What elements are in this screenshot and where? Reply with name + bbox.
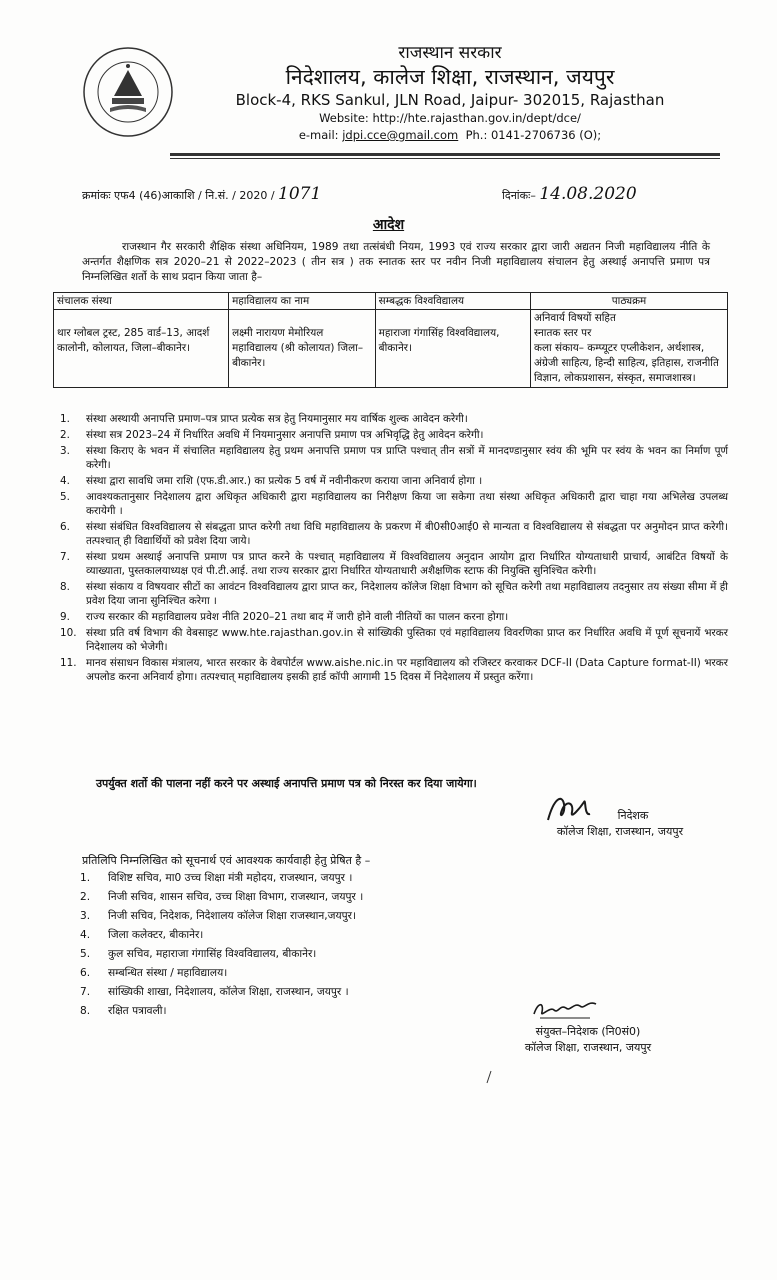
email-link[interactable]: jdpi.cce@gmail.com [342, 128, 459, 142]
date-block [502, 184, 637, 204]
list-item: 7. संस्था प्रथम अस्थाई अनापत्ति प्रमाण पत्र प्राप्त करने के पश्चात् महाविद्यालय में विश्वविद्यालय अनुदान आयोग द्वारा निर्धारित योग्यताधारी प्राचार्य, आबंटित विषयों के व्याख्याता, पुस्तकालयाध्यक्ष एवं पी.टी.आई. तथा राज्य सरकार द्वारा निर्धारित योग्यताधारी अशैक्षणिक स्टाफ की नियुक्ति सुनिश्चित करेगी। [60, 551, 728, 577]
table-header: पाठ्यक्रम [531, 293, 728, 310]
table-header: महाविद्यालय का नाम [229, 293, 376, 310]
list-item: 7. सांख्यिकी शाखा, निदेशालय, कॉलेज शिक्षा, राजस्थान, जयपुर । [80, 986, 349, 998]
copy-to-list [80, 869, 500, 1021]
list-item: 1. संस्था अस्थायी अनापत्ति प्रमाण–पत्र प्राप्त प्रत्येक सत्र हेतु नियमानुसार मय वार्षिक शुल्क आवेदन करेगी। [60, 413, 468, 425]
warning-text: उपर्युक्त शर्तो की पालना नहीं करने पर अस्थाई अनापत्ति प्रमाण पत्र को निरस्त कर दिया जायेगा। [96, 777, 477, 790]
list-item: 4. जिला कलेक्टर, बीकानेर। [80, 929, 204, 941]
date-label: दिनांकः– [502, 189, 536, 202]
intro-paragraph: राजस्थान गैर सरकारी शैक्षिक संस्था अधिनियम, 1989 तथा तत्संबंधी नियम, 1993 एवं राज्य सरकार द्वारा जारी अद्यतन निजी महाविद्यालय नीति के अन्तर्गत शैक्षणिक सत्र 2020–21 से 2022–2023 ( तीन सत्र ) तक स्नातक स्तर पर नवीन निजी महाविद्यालय संचालन हेतु अस्थाई अनापत्ति प्रमाण पत्र निम्नलिखित शर्तो के साथ प्रदान किया जाता है– [82, 241, 710, 283]
list-item: 1. विशिष्ट सचिव, मा0 उच्च शिक्षा मंत्री महोदय, राजस्थान, जयपुर । [80, 872, 353, 884]
department-logo [82, 46, 174, 138]
signatory-office: कॉलेज शिक्षा, राजस्थान, जयपुर [556, 825, 684, 838]
college-table [53, 292, 728, 388]
phone: Ph.: 0141-2706736 (O); [465, 128, 602, 142]
website-line [180, 110, 720, 127]
conditions-list [60, 412, 728, 686]
handwritten-date: 14.08.2020 [539, 184, 637, 204]
email-label: e-mail: [298, 128, 339, 142]
list-item: 2. निजी सचिव, शासन सचिव, उच्च शिक्षा विभाग, राजस्थान, जयपुर । [80, 891, 364, 903]
signatory-title: संयुक्त–निदेशक (नि0सं0) [535, 1025, 641, 1038]
table-row [54, 310, 728, 388]
list-item: 5. कुल सचिव, महाराजा गंगासिंह विश्वविद्यालय, बीकानेर। [80, 948, 317, 960]
joint-director-signature [530, 996, 602, 1022]
website-label: Website: [319, 111, 369, 125]
university-cell: महाराजा गंगासिंह विश्वविद्यालय, बीकानेर। [375, 310, 530, 388]
list-item: 9. राज्य सरकार की महाविद्यालय प्रवेश नीति 2020–21 तथा बाद में जारी होने वाली नीतियों का पालन करना होगा। [60, 611, 509, 623]
table-header: संचालक संस्था [54, 293, 229, 310]
college-cell: लक्ष्मी नारायण मेमोरियल महाविद्यालय (श्री कोलायत) जिला–बीकानेर। [229, 310, 376, 388]
header-rule-thick [170, 153, 720, 156]
list-item: 5. आवश्यकतानुसार निदेशालय द्वारा अधिकृत अधिकारी द्वारा महाविद्यालय का निरीक्षण किया जा सकेगा तथा संस्था अधिकृत अधिकारी द्वारा चाहा गया अभिलेख उपलब्ध करायेगी । [60, 491, 728, 517]
office-line: निदेशालय, कालेज शिक्षा, राजस्थान, जयपुर [285, 65, 615, 89]
contact-line [180, 127, 720, 144]
handwritten-number: 1071 [278, 184, 322, 204]
reference-label: क्रमांकः एफ4 (46)आकाशि / नि.सं. / 2020 / [82, 189, 275, 202]
list-item: 2. संस्था सत्र 2023–24 में निर्धारित अवधि में नियमानुसार अनापत्ति प्रमाण पत्र अभिवृद्धि हेतु आवेदन करेगी। [60, 429, 484, 441]
signatory-joint-director [478, 1024, 698, 1056]
list-item: 6. सम्बन्धित संस्था / महाविद्यालय। [80, 967, 228, 979]
letterhead [180, 42, 720, 144]
address-line: Block-4, RKS Sankul, JLN Road, Jaipur- 302015, Rajasthan [235, 91, 665, 109]
state-line: राजस्थान सरकार [398, 43, 502, 63]
list-item: 3. निजी सचिव, निदेशक, निदेशालय कॉलेज शिक्षा राजस्थान,जयपुर। [80, 910, 356, 922]
order-title: आदेश [372, 217, 405, 233]
course-cell: अनिवार्य विषयों सहित स्नातक स्तर पर कला संकाय– कम्प्यूटर एप्लीकेशन, अर्थशास्त्र, अंग्रेजी साहित्य, हिन्दी साहित्य, इतिहास, राजनीति विज्ञान, लोकप्रशासन, संस्कृत, समाजशास्त्र। [531, 310, 728, 388]
header-rule-thin [170, 158, 720, 159]
list-item: 3. संस्था किराए के भवन में संचालित महाविद्यालय हेतु प्रथम अनापत्ति प्रमाण पत्र प्राप्ति पश्चात् तीन सत्रों में मानदण्डानुसार स्वंय की भूमि पर स्वंय के भवन का निर्माण पूर्ण करेगी। [60, 445, 728, 471]
signatory-office: कॉलेज शिक्षा, राजस्थान, जयपुर [524, 1041, 652, 1054]
society-cell: थार ग्लोबल ट्रस्ट, 285 वार्ड–13, आदर्श कालोनी, कोलायत, जिला–बीकानेर। [54, 310, 229, 388]
signatory-director [520, 808, 720, 840]
copy-to-intro: प्रतिलिपि निम्नलिखित को सूचनार्थ एवं आवश्यक कार्यवाही हेतु प्रेषित है – [82, 854, 371, 867]
signatory-title: निदेशक [617, 809, 649, 822]
list-item: 11. मानव संसाधन विकास मंत्रालय, भारत सरकार के वेबपोर्टल www.aishe.nic.in पर महाविद्यालय को रजिस्टर करवाकर DCF-II (Data Capture format-II) भरकर अपलोड करना अनिवार्य होगा। तत्पश्चात् महाविद्यालय इसकी हार्ड कॉपी आगामी 15 दिवस में निदेशालय में प्रस्तुत करेंगा। [60, 657, 728, 683]
table-header-row [54, 293, 728, 310]
list-item: 6. संस्था संबंधित विश्वविद्यालय से संबद्धता प्राप्त करेगी तथा विधि महाविद्यालय के प्रकरण में बी0सी0आई0 से मान्यता व विश्वविद्यालय से संबद्धता पर अनुमोदन प्राप्त करेगी। तत्पश्चात् ही विद्यार्थियों को प्रवेश दिया जाये। [60, 521, 728, 547]
list-item: 8. रक्षित पत्रावली। [80, 1005, 167, 1017]
list-item: 8. संस्था संकाय व विषयवार सीटों का आवंटन विश्वविद्यालय द्वारा प्राप्त कर, निदेशालय कॉलेज शिक्षा विभाग को सूचित करेगी तथा महाविद्यालय तदनुसार तय संख्या सीमा में ही प्रवेश दिया जाना सुनिश्चित करेगा । [60, 581, 728, 607]
table-header: सम्बद्धक विश्वविद्यालय [375, 293, 530, 310]
pen-mark [486, 1070, 492, 1084]
reference-line [82, 184, 702, 204]
list-item: 4. संस्था द्वारा सावधि जमा राशि (एफ.डी.आर.) का प्रत्येक 5 वर्ष में नवीनीकरण कराया जाना अनिवार्य होगा । [60, 475, 483, 487]
website-url[interactable]: http://hte.rajasthan.gov.in/dept/dce/ [372, 111, 581, 125]
list-item: 10. संस्था प्रति वर्ष विभाग की वेबसाइट www.hte.rajasthan.gov.in से सांख्यिकी पुस्तिका एवं महाविद्यालय विवरणिका प्राप्त कर निर्धारित अवधि में पूर्ण सूचनायें भरकर निदेशालय को भेजेगी। [60, 627, 728, 653]
